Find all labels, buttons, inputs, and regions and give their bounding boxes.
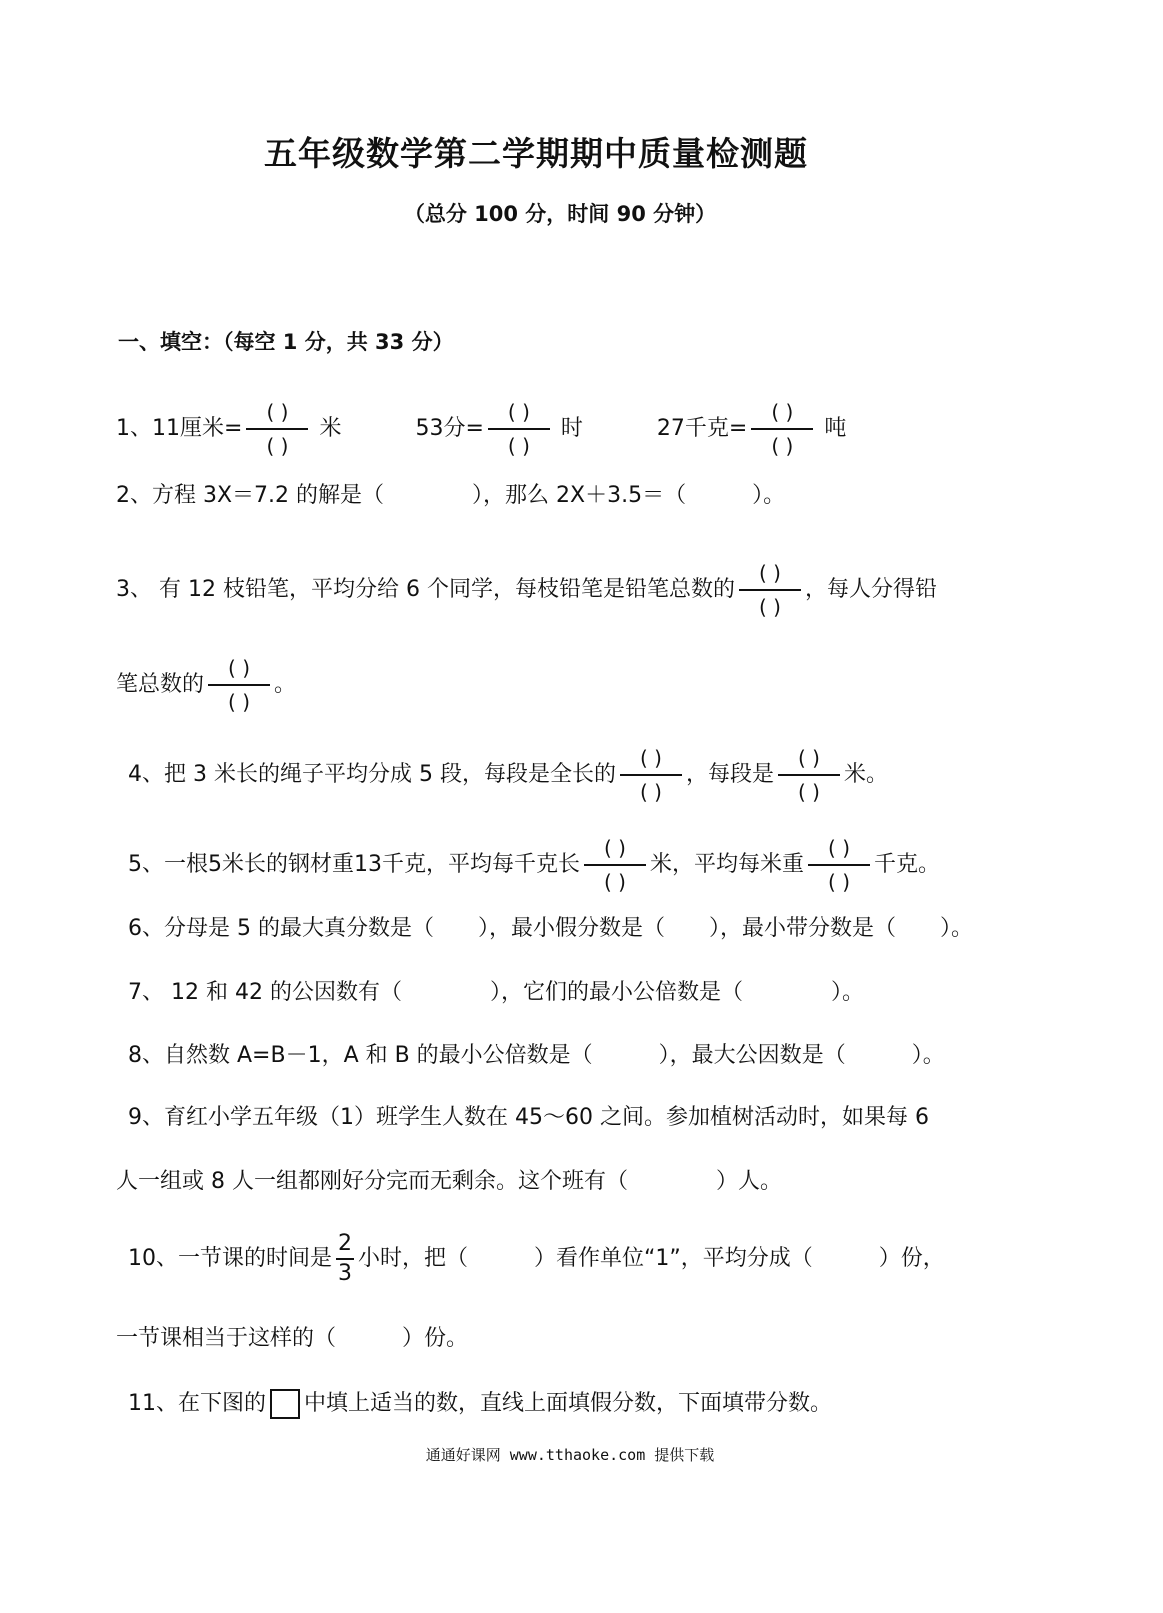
question-2: 2、方程 3X＝7.2 的解是（ ），那么 2X＋3.5＝（ ）。 (116, 483, 786, 508)
q1-c-label: 27千克= (656, 416, 748, 441)
fraction-blank: $\frac{( )}{( )}$ (620, 746, 682, 804)
q1-a-label: 1、11厘米= (116, 416, 243, 441)
fraction-two-thirds: $\frac{2}{3}$ (338, 1231, 352, 1286)
fraction-blank: $\frac{( )}{( )}$ (246, 400, 308, 458)
q1-b-label: 53分= (415, 416, 484, 441)
q1-b-unit: 时 (560, 416, 583, 441)
fraction-blank: $\frac{( )}{( )}$ (739, 561, 801, 619)
fraction-blank: $\frac{( )}{( )}$ (751, 400, 813, 458)
question-7: 7、 12 和 42 的公因数有（ ），它们的最小公倍数是（ ）。 (128, 980, 864, 1005)
question-9-line-1: 9、育红小学五年级（1）班学生人数在 45～60 之间。参加植树活动时，如果每 6 (128, 1105, 929, 1130)
fraction-blank: $\frac{( )}{( )}$ (488, 400, 550, 458)
fraction-blank: $\frac{( )}{( )}$ (808, 836, 870, 894)
question-3-line-1: 3、 有 12 枝铅笔，平均分给 6 个同学，每枝铅笔是铅笔总数的 $\frac{( )}{( )}$ ，每人分得铅 (116, 561, 937, 619)
page-title: 五年级数学第二学期期中质量检测题 (264, 134, 808, 173)
fraction-blank: $\frac{( )}{( )}$ (584, 836, 646, 894)
exam-info: （总分 100 分，时间 90 分钟） (403, 202, 717, 226)
question-11: 11、在下图的 中填上适当的数，直线上面填假分数，下面填带分数。 (128, 1389, 832, 1419)
answer-box-icon (270, 1389, 300, 1419)
question-10-line-2: 一节课相当于这样的（ ）份。 (116, 1326, 469, 1351)
question-5: 5、一根5米长的钢材重13千克，平均每千克长 $\frac{( )}{( )}$ 米，平均每米重 $\frac{( )}{( )}$ 千克。 (128, 836, 941, 894)
question-3-line-2: 笔总数的 $\frac{( )}{( )}$ 。 (116, 656, 297, 714)
question-1 (116, 400, 846, 458)
section-heading: 一、填空：（每空 1 分，共 33 分） (118, 330, 454, 354)
q1-a-unit: 米 (319, 416, 342, 441)
question-6: 6、分母是 5 的最大真分数是（ ），最小假分数是（ ），最小带分数是（ ）。 (128, 916, 973, 941)
question-9-line-2: 人一组或 8 人一组都刚好分完而无剩余。这个班有（ ）人。 (116, 1169, 782, 1194)
question-8: 8、自然数 A=B－1，A 和 B 的最小公倍数是（ ），最大公因数是（ ）。 (128, 1043, 945, 1068)
fraction-blank: $\frac{( )}{( )}$ (208, 656, 270, 714)
footer-source: 通通好课网 www.tthaoke.com 提供下载 (425, 1446, 715, 1464)
q1-c-unit: 吨 (824, 416, 847, 441)
question-10-line-1: 10、一节课的时间是 $\frac{2}{3}$ 小时，把（ ）看作单位“1”，平均分成（ ）份， (128, 1231, 945, 1286)
question-4: 4、把 3 米长的绳子平均分成 5 段，每段是全长的 $\frac{( )}{( )}$ ，每段是 $\frac{( )}{( )}$ 米。 (128, 746, 888, 804)
fraction-blank: $\frac{( )}{( )}$ (778, 746, 840, 804)
